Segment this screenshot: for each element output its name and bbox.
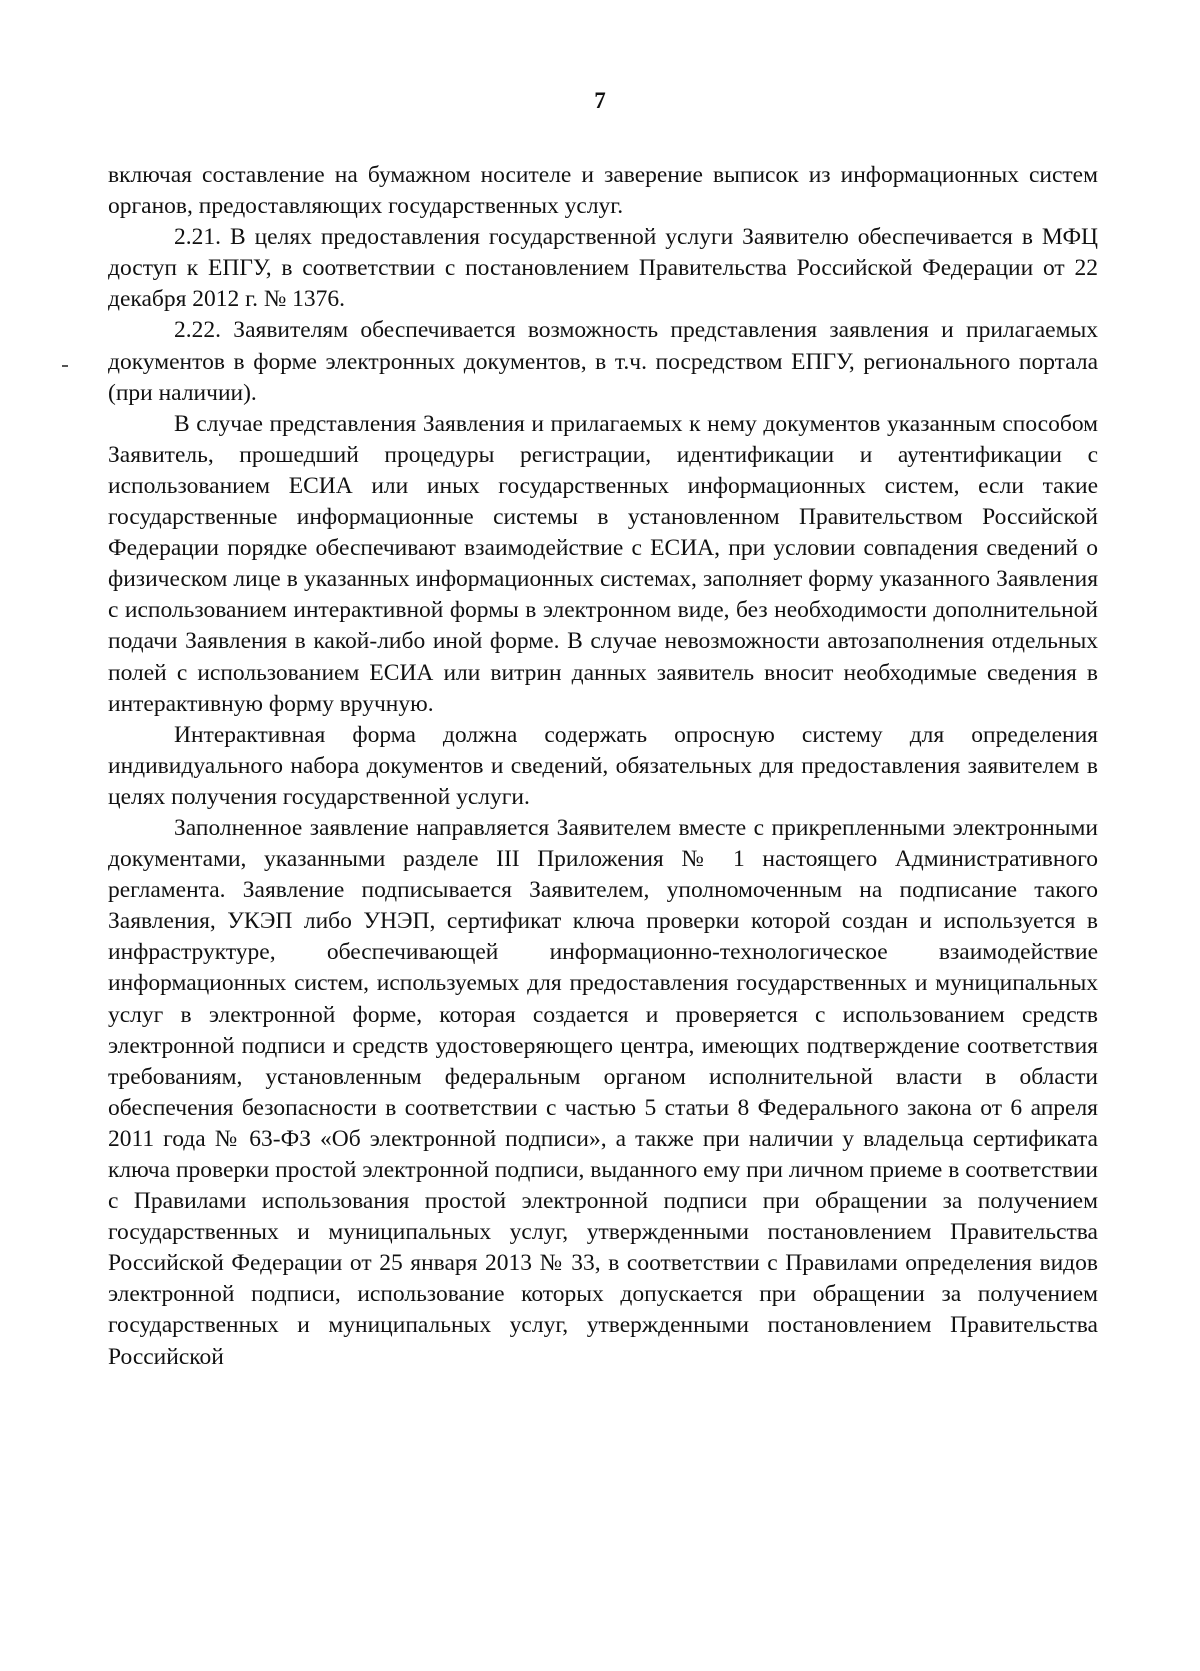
paragraph-2-21: 2.21. В целях предоставления государственной услуги Заявителю обеспечивается в МФЦ доступ к ЕПГУ, в соответствии с постановлением Правительства Российской Федерации от 22 декабря 2012 г. № 1376. <box>108 224 1098 313</box>
scan-mark <box>62 365 68 367</box>
paragraph-interactive-form: Интерактивная форма должна содержать опросную систему для определения индивидуального набора документов и сведений, обязательных для предоставления заявителем в целях получения государственной услуги. <box>108 721 1098 810</box>
paragraph-electronic-submission: В случае представления Заявления и прилагаемых к нему документов указанным способом Заявитель, прошедший процедуры регистрации, идентификации и аутентификации с использованием ЕСИА или иных государственных информационных систем, если такие государственные информационные системы в установленном Правительством Российской Федерации порядке обеспечивают взаимодействие с ЕСИА, при условии совпадения сведений о физическом лице в указанных информационных системах, заполняет форму указанного Заявления с использованием интерактивной формы в электронном виде, без необходимости дополнительной подачи Заявления в какой-либо иной форме. В случае невозможности автозаполнения отдельных полей с использованием ЕСИА или витрин данных заявитель вносит необходимые сведения в интерактивную форму вручную. <box>108 410 1098 717</box>
paragraph-signed-application: Заполненное заявление направляется Заявителем вместе с прикрепленными электронными документами, указанными разделе III Приложения № 1 настоящего Административного регламента. Заявление подписывается Заявителем, уполномоченным на подписание такого Заявления, УКЭП либо УНЭП, сертификат ключа проверки которой создан и используется в инфраструктуре, обеспечивающей информационно-технологическое взаимодействие информационных систем, используемых для предоставления государственных и муниципальных услуг в электронной форме, которая создается и проверяется с использованием средств электронной подписи и средств удостоверяющего центра, имеющих подтверждение соответствия требованиям, установленным федеральным органом исполнительной власти в области обеспечения безопасности в соответствии с частью 5 статьи 8 Федерального закона от 6 апреля 2011 года № 63-ФЗ «Об электронной подписи», а также при наличии у владельца сертификата ключа проверки простой электронной подписи, выданного ему при личном приеме в соответствии с Правилами использования простой электронной подписи при обращении за получением государственных и муниципальных услуг, утвержденными постановлением Правительства Российской Федерации от 25 января 2013 № 33, в соответствии с Правилами определения видов электронной подписи, использование которых допускается при обращении за получением государственных и муниципальных услуг, утвержденными постановлением Правительства Российской <box>108 814 1098 1370</box>
document-body <box>108 160 1098 1373</box>
paragraph-continuation: включая составление на бумажном носителе и заверение выписок из информационных систем органов, предоставляющих государственных услуг. <box>108 162 1098 220</box>
paragraph-2-22: 2.22. Заявителям обеспечивается возможность представления заявления и прилагаемых документов в форме электронных документов, в т.ч. посредством ЕПГУ, регионального портала (при наличии). <box>108 317 1098 406</box>
page-number: 7 <box>594 88 606 113</box>
